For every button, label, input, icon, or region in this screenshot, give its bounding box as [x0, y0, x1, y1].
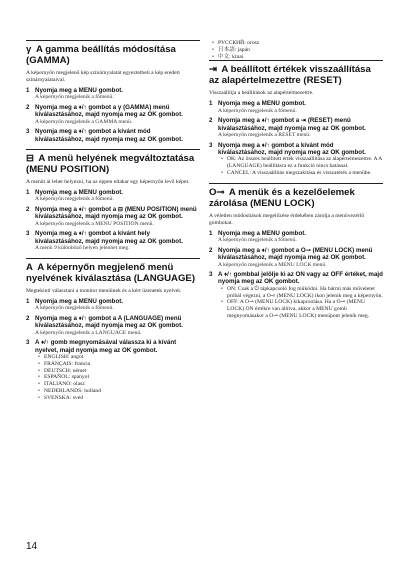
step-instruction: Nyomja meg a ♦/↑ gombot a O⊸ (MENU LOCK) menü kiválasztásához, majd nyomja meg az OK gombot.	[218, 246, 373, 262]
step-instruction: A ♦/↑ gomb megnyomásával válassza ki a kívánt nyelvet, majd nyomja meg az OK gombot.	[35, 339, 177, 354]
step-number: 3	[209, 271, 213, 279]
heading-text: A beállított értékek visszaállítása az alapértelmezettre (RESET)	[209, 64, 371, 87]
menu-position-icon: ⊟	[26, 153, 35, 165]
menu-lock-section	[209, 183, 383, 320]
step	[26, 298, 200, 312]
step-note: A képernyőn megjelenik a LANGUAGE menü.	[35, 329, 142, 336]
step-number: 3	[26, 339, 30, 347]
step-number: 2	[26, 314, 30, 322]
language-section	[26, 258, 200, 402]
step-instruction: Nyomja meg a ♦/↑ gombot a kívánt mód kiválasztásához, majd nyomja meg az OK gombot.	[35, 128, 183, 143]
step	[209, 117, 383, 139]
step-note: A képernyőn megjelenik a MENU LOCK menü.	[218, 261, 327, 268]
section-intro: Visszaállítja a beállítások az alapértelmezettre.	[209, 90, 314, 97]
section-heading	[26, 153, 200, 175]
step-number: 3	[26, 230, 30, 238]
language-icon: A	[26, 262, 33, 274]
step	[26, 189, 200, 203]
section-rule	[26, 258, 200, 259]
step-note: A képernyőn megjelenik a GAMMA menü.	[35, 118, 133, 125]
section-rule	[209, 183, 383, 184]
step	[26, 206, 200, 228]
language-option: • ITALIANO: olasz	[44, 381, 200, 388]
step-number: 1	[209, 100, 213, 108]
language-option: • DEUTSCH: német	[44, 368, 200, 375]
step-number: 1	[26, 87, 30, 94]
step-instruction: Nyomja meg a ♦/↑ gombot a γ (GAMMA) menü kiválasztásához, majd nyomja meg az OK gombot.	[35, 103, 183, 119]
section-intro: A véletlen módosítások megelőzése érdekében zárolja a menüvezérlő gombokat.	[209, 212, 365, 226]
language-option: • ESPAÑOL: spanyol	[44, 374, 200, 381]
language-option: • 日本語: japán	[218, 47, 383, 54]
left-column	[26, 40, 200, 408]
step-instruction: Nyomja meg a ♦/↑ gombot a ⊟ (MENU POSITION) menü kiválasztásához, majd nyomja meg az OK gombot.	[35, 205, 197, 221]
step	[209, 100, 383, 114]
step-number: 2	[26, 205, 30, 213]
language-list-continued	[209, 40, 383, 60]
step	[26, 230, 200, 252]
option-item: • CANCEL: A visszaállítás megszakítása és visszatérés a menübe.	[227, 170, 383, 177]
option-item: • ON: Csak a ⏻ tápkapcsoló fog működni. Ha bármi más műveletet próbál végezni, a O⊸ (MENU LOCK) ikon jelenik meg a képernyőn.	[227, 286, 383, 300]
step-note: A képernyőn megjelenik a főmenü.	[218, 107, 297, 114]
gamma-section	[26, 40, 200, 143]
menu-position-section	[26, 149, 200, 252]
option-item: • OK: Az összes beállított érték visszaállítása az alapértelmezettre. A A (LANGUAGE) beállításra ez a funkció nincs hatással.	[227, 156, 383, 170]
step	[26, 104, 200, 126]
step-note: A képernyőn megjelenik a MENU POSITION menü.	[35, 220, 154, 227]
language-option: • РУССКИЙ: orosz	[218, 40, 383, 47]
reset-icon: ⇥	[209, 64, 218, 76]
step-instruction: Nyomja meg a MENU gombot.	[35, 87, 124, 94]
page-number: 14	[26, 541, 38, 552]
language-list	[35, 354, 200, 402]
section-heading	[209, 187, 383, 209]
section-heading	[26, 44, 200, 66]
language-option: • SVENSKA: svéd	[44, 395, 200, 402]
gamma-icon: γ	[26, 44, 32, 55]
step-instruction: Nyomja meg a ♦/↑ gombot a kívánt mód kiválasztásához, majd nyomja meg az OK gombot.	[218, 141, 366, 157]
language-option: • ENGLISH: angol	[44, 354, 200, 361]
step-number: 2	[209, 246, 213, 254]
heading-text: A gamma beállítás módosítása (GAMMA)	[26, 44, 176, 66]
section-heading	[26, 262, 200, 284]
step	[209, 142, 383, 177]
step-instruction: Nyomja meg a MENU gombot.	[218, 229, 307, 237]
step-note: A képernyőn megjelenik a főmenü.	[218, 237, 297, 244]
section-intro: Megtekinti választani a monitor menüinek és a kért üzenetek nyelvét.	[26, 288, 182, 295]
section-intro: A menüt át lehet helyezni, ha az éppen eltakar egy képernyőn levő képet.	[26, 179, 190, 186]
step-number: 1	[209, 229, 213, 237]
section-rule	[26, 40, 200, 41]
step	[26, 128, 200, 143]
step	[209, 247, 383, 269]
step-number: 2	[26, 103, 30, 111]
step-instruction: Nyomja meg a ♦/↑ gombot a kívánt hely kiválasztásához, majd nyomja meg az OK gombot.	[35, 230, 183, 245]
step-number: 1	[26, 189, 30, 197]
step-note: A menü 9 különböző helyen jelenhet meg.	[35, 245, 130, 252]
step	[26, 315, 200, 337]
step-note: A képernyőn megjelenik a főmenü.	[35, 94, 114, 101]
step-instruction: A ♦/↑ gombbal jelölje ki az ON vagy az OFF értéket, majd nyomja meg az OK gombot.	[218, 271, 383, 286]
step	[26, 339, 200, 401]
section-rule	[209, 60, 383, 61]
step-instruction: Nyomja meg a ♦/↑ gombot a ⇥ (RESET) menü kiválasztásához, majd nyomja meg az OK gombot.	[218, 117, 366, 132]
step	[209, 230, 383, 244]
step-note: A képernyőn megjelenik a RESET menü.	[218, 132, 311, 139]
step	[209, 271, 383, 320]
heading-text: A képernyőn megjelenő menü nyelvének kiválasztása (LANGUAGE)	[26, 262, 196, 285]
heading-text: A menük és a kezelőelemek zárolása (MENU LOCK)	[209, 186, 355, 209]
step-note: A képernyőn megjelenik a főmenü.	[35, 196, 114, 203]
step-instruction: Nyomja meg a MENU gombot.	[218, 100, 307, 108]
step-instruction: Nyomja meg a ♦/↑ gombot a A (LANGUAGE) menü kiválasztásához, majd nyomja meg az OK gombot.	[35, 314, 183, 330]
key-icon: O⊸	[209, 186, 225, 198]
step-number: 1	[26, 298, 30, 306]
step-instruction: Nyomja meg a MENU gombot.	[35, 298, 124, 306]
option-item: • OFF: A O⊸ (MENU LOCK) kikapcsolása. Ha a O⊸ (MENU LOCK) ON értékre van állítva, akkor a MENU gomb megnyomásakor a O⊸ (MENU LOCK) menüpont jelenik meg.	[227, 299, 383, 319]
section-rule	[26, 149, 200, 150]
lock-options	[218, 286, 383, 320]
step-number: 3	[26, 128, 30, 136]
step-instruction: Nyomja meg a MENU gombot.	[35, 189, 124, 197]
step-number: 3	[209, 141, 213, 149]
heading-text: A menü helyének megváltoztatása (MENU POSITION)	[26, 153, 195, 176]
right-column	[209, 40, 383, 326]
step-number: 2	[209, 117, 213, 125]
step-note: A képernyőn megjelenik a főmenü.	[35, 305, 114, 312]
language-option: • NEDERLANDS: holland	[44, 388, 200, 395]
language-option: • FRANÇAIS: francia	[44, 361, 200, 368]
reset-options	[218, 156, 383, 176]
reset-section	[209, 60, 383, 176]
language-option: • 中文: kínai	[218, 54, 383, 61]
step	[26, 87, 200, 101]
section-intro: A képernyőn megjelenő kép színárnyalatát egyeztetheti a kép eredeti színárnyalataival.	[26, 70, 180, 83]
section-heading	[209, 64, 383, 86]
